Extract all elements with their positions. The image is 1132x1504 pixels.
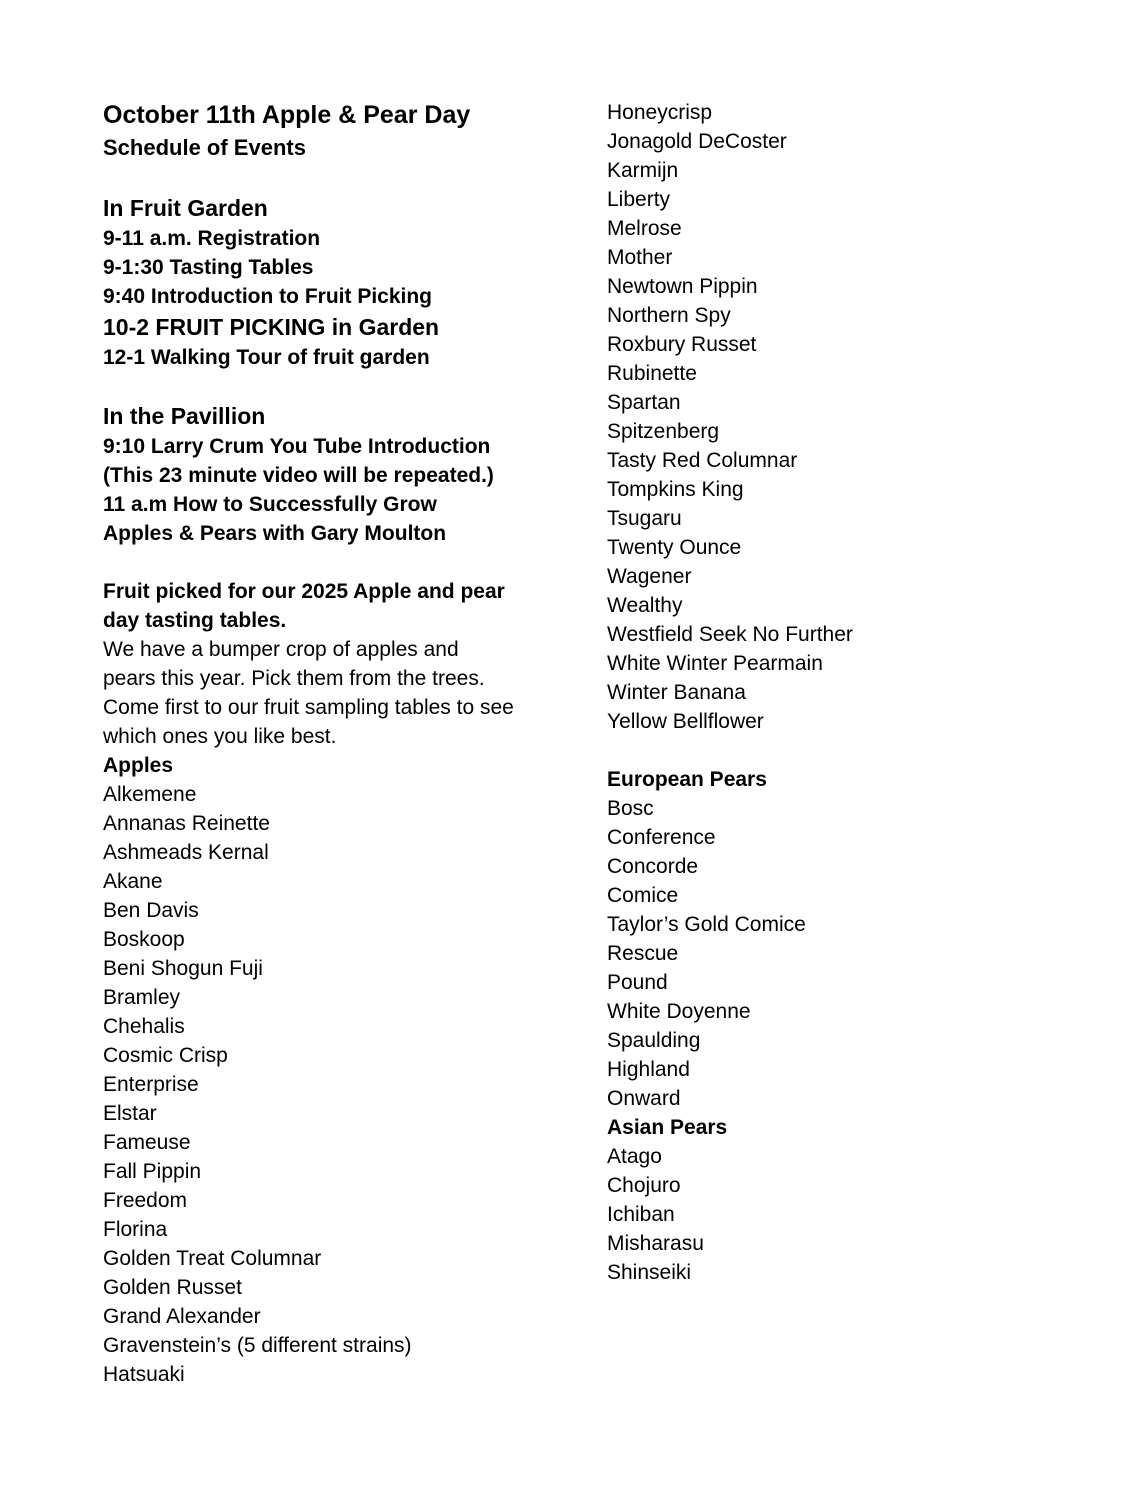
right-column: [607, 98, 1087, 1287]
variety-item: Highland: [607, 1058, 690, 1081]
variety-item: Newtown Pippin: [607, 275, 758, 298]
variety-item: Shinseiki: [607, 1261, 692, 1284]
tasting-heading: Fruit picked for our 2025 Apple and pear: [103, 580, 505, 603]
spacer: [103, 548, 563, 577]
variety-item: Tasty Red Columnar: [607, 449, 798, 472]
pavilion-item: 11 a.m How to Successfully Grow: [103, 493, 437, 516]
variety-item: Spartan: [607, 391, 681, 414]
variety-item: Ben Davis: [103, 899, 199, 922]
variety-item: Pound: [607, 971, 668, 994]
variety-item: Golden Treat Columnar: [103, 1247, 322, 1270]
variety-item: Karmijn: [607, 159, 679, 182]
variety-item: Atago: [607, 1145, 662, 1168]
variety-item: Liberty: [607, 188, 671, 211]
variety-item: Hatsuaki: [103, 1363, 185, 1386]
variety-item: Westfield Seek No Further: [607, 623, 853, 646]
schedule-item: 9-1:30 Tasting Tables: [103, 256, 314, 279]
variety-item: Rescue: [607, 942, 679, 965]
tasting-body-line: Come first to our fruit sampling tables to see: [103, 696, 514, 719]
spacer: [103, 164, 563, 193]
fruit-garden-heading: In Fruit Garden: [103, 195, 268, 221]
pavilion-item: (This 23 minute video will be repeated.): [103, 464, 494, 487]
apples-heading: Apples: [103, 754, 174, 777]
variety-item: White Doyenne: [607, 1000, 751, 1023]
variety-item: Conference: [607, 826, 716, 849]
variety-item: Beni Shogun Fuji: [103, 957, 263, 980]
variety-item: Annanas Reinette: [103, 812, 270, 835]
tasting-body-line: pears this year. Pick them from the trees.: [103, 667, 485, 690]
variety-item: Northern Spy: [607, 304, 731, 327]
variety-item: Winter Banana: [607, 681, 746, 704]
variety-item: Rubinette: [607, 362, 697, 385]
variety-item: Chojuro: [607, 1174, 681, 1197]
apples-list: [103, 780, 563, 1389]
variety-item: White Winter Pearmain: [607, 652, 823, 675]
spacer: [607, 736, 1087, 765]
european-pears-list: [607, 794, 1087, 1113]
pavilion-item: 9:10 Larry Crum You Tube Introduction: [103, 435, 491, 458]
schedule-item: 9:40 Introduction to Fruit Picking: [103, 285, 433, 308]
variety-item: Misharasu: [607, 1232, 704, 1255]
variety-item: Mother: [607, 246, 673, 269]
variety-item: Onward: [607, 1087, 681, 1110]
variety-item: Tsugaru: [607, 507, 682, 530]
left-column: [103, 98, 563, 1389]
european-pears-heading: European Pears: [607, 768, 767, 791]
variety-item: Golden Russet: [103, 1276, 242, 1299]
variety-item: Wagener: [607, 565, 692, 588]
variety-item: Bosc: [607, 797, 654, 820]
variety-item: Fameuse: [103, 1131, 191, 1154]
variety-item: Comice: [607, 884, 679, 907]
variety-item: Gravenstein’s (5 different strains): [103, 1334, 412, 1357]
variety-item: Alkemene: [103, 783, 197, 806]
pavilion-heading: In the Pavillion: [103, 403, 266, 429]
variety-item: Fall Pippin: [103, 1160, 202, 1183]
variety-item: Jonagold DeCoster: [607, 130, 787, 153]
variety-item: Melrose: [607, 217, 682, 240]
tasting-body-line: We have a bumper crop of apples and: [103, 638, 459, 661]
spacer: [103, 372, 563, 401]
variety-item: Florina: [103, 1218, 168, 1241]
tasting-heading: day tasting tables.: [103, 609, 287, 632]
variety-item: Enterprise: [103, 1073, 199, 1096]
tasting-body-line: which ones you like best.: [103, 725, 337, 748]
variety-item: Boskoop: [103, 928, 185, 951]
variety-item: Twenty Ounce: [607, 536, 742, 559]
variety-item: Concorde: [607, 855, 699, 878]
schedule-item: 12-1 Walking Tour of fruit garden: [103, 346, 430, 369]
variety-item: Elstar: [103, 1102, 157, 1125]
variety-item: Roxbury Russet: [607, 333, 757, 356]
apples-list-continued: [607, 98, 1087, 736]
variety-item: Freedom: [103, 1189, 188, 1212]
variety-item: Ichiban: [607, 1203, 675, 1226]
variety-item: Spaulding: [607, 1029, 701, 1052]
variety-item: Bramley: [103, 986, 181, 1009]
variety-item: Yellow Bellflower: [607, 710, 764, 733]
pavilion-item: Apples & Pears with Gary Moulton: [103, 522, 447, 545]
variety-item: Chehalis: [103, 1015, 185, 1038]
asian-pears-heading: Asian Pears: [607, 1116, 728, 1139]
variety-item: Honeycrisp: [607, 101, 713, 124]
asian-pears-list: [607, 1142, 1087, 1287]
variety-item: Cosmic Crisp: [103, 1044, 228, 1067]
schedule-item-highlight: 10-2 FRUIT PICKING in Garden: [103, 314, 440, 340]
variety-item: Taylor’s Gold Comice: [607, 913, 806, 936]
page-title: October 11th Apple & Pear Day: [103, 101, 471, 129]
page-subtitle: Schedule of Events: [103, 135, 306, 160]
variety-item: Ashmeads Kernal: [103, 841, 269, 864]
variety-item: Grand Alexander: [103, 1305, 261, 1328]
variety-item: Tompkins King: [607, 478, 744, 501]
variety-item: Spitzenberg: [607, 420, 720, 443]
variety-item: Wealthy: [607, 594, 683, 617]
variety-item: Akane: [103, 870, 163, 893]
schedule-item: 9-11 a.m. Registration: [103, 227, 321, 250]
